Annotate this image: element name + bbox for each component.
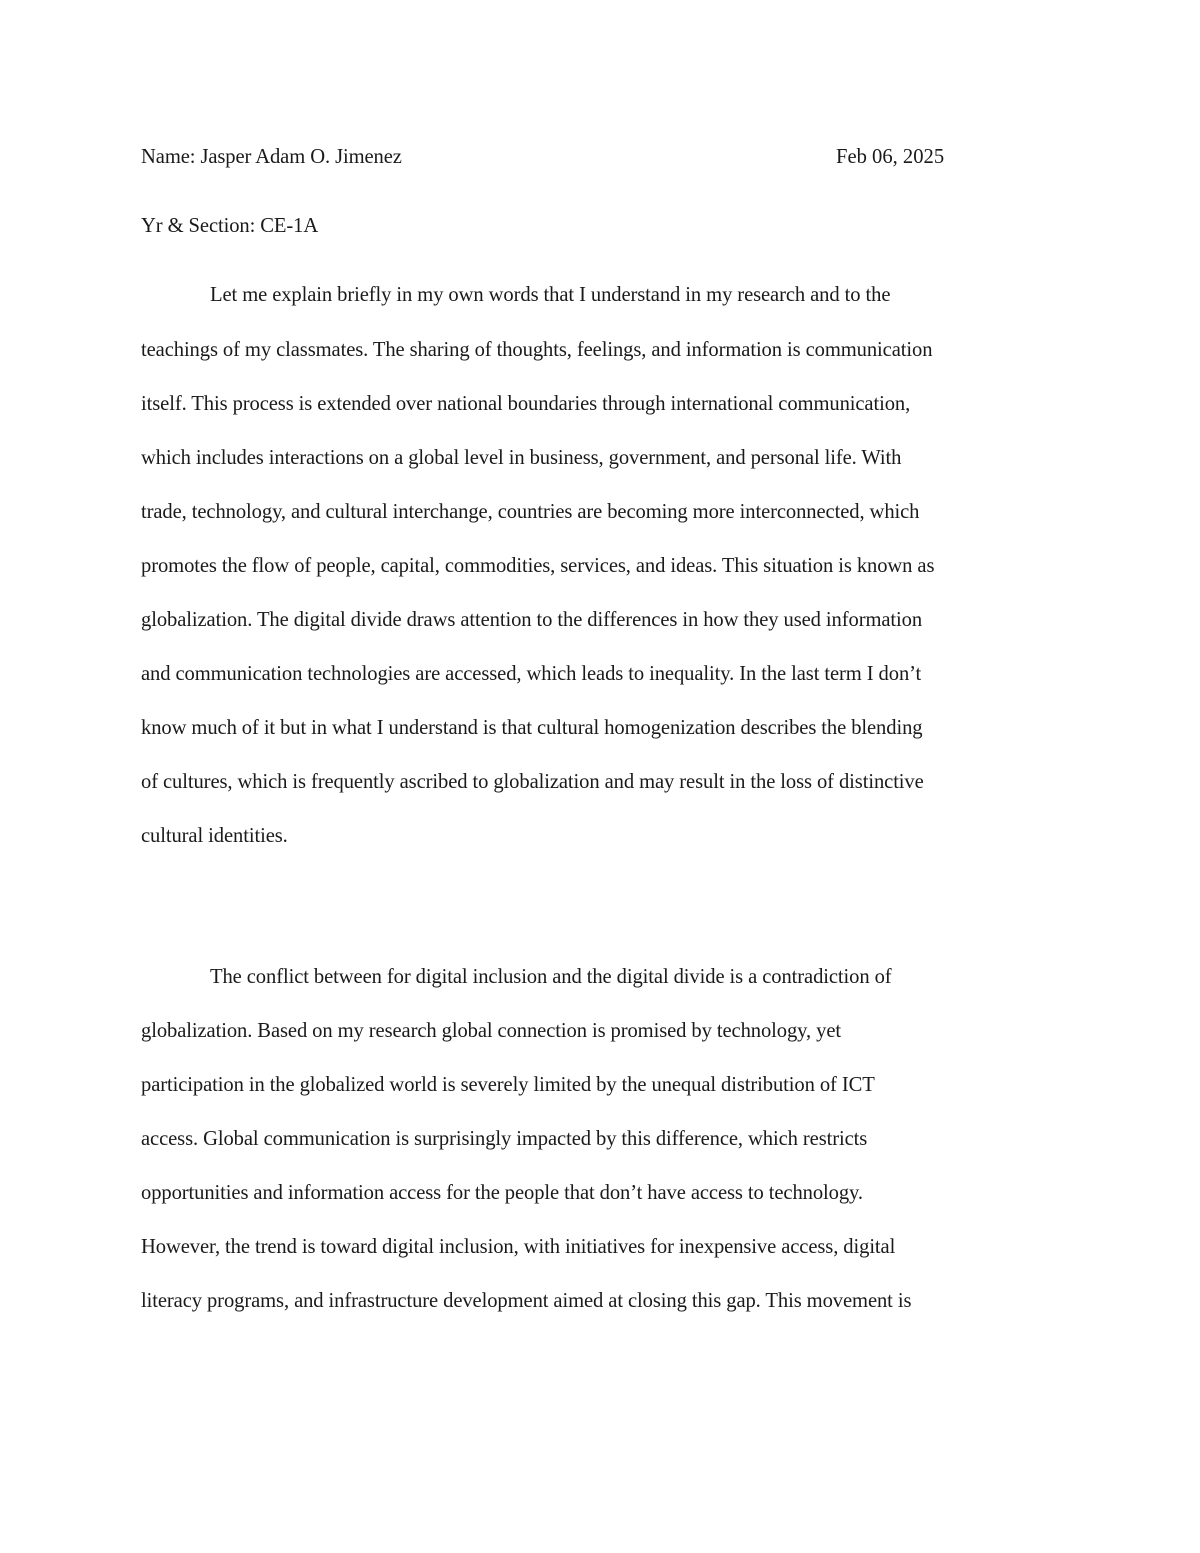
paragraph-2-line: opportunities and information access for the people that don’t have access to technology.	[141, 1182, 863, 1204]
student-name-line: Name: Jasper Adam O. Jimenez	[141, 146, 402, 168]
paragraph-2-line: literacy programs, and infrastructure development aimed at closing this gap. This movement is	[141, 1290, 912, 1312]
paragraph-1-line: and communication technologies are accessed, which leads to inequality. In the last term I don’t	[141, 663, 922, 685]
paragraph-1-line: promotes the flow of people, capital, commodities, services, and ideas. This situation is known as	[141, 555, 935, 577]
document-date: Feb 06, 2025	[836, 146, 945, 168]
paragraph-1-line: teachings of my classmates. The sharing of thoughts, feelings, and information is communication	[141, 339, 933, 361]
paragraph-2-line: participation in the globalized world is severely limited by the unequal distribution of ICT	[141, 1074, 875, 1096]
paragraph-1-line: trade, technology, and cultural interchange, countries are becoming more interconnected, which	[141, 501, 920, 523]
paragraph-2-line: globalization. Based on my research global connection is promised by technology, yet	[141, 1020, 841, 1042]
paragraph-2-line: access. Global communication is surprisingly impacted by this difference, which restricts	[141, 1128, 868, 1150]
paragraph-2-line: The conflict between for digital inclusion and the digital divide is a contradiction of	[210, 966, 892, 988]
paragraph-1-line: Let me explain briefly in my own words that I understand in my research and to the	[210, 284, 891, 306]
paragraph-2-line: However, the trend is toward digital inclusion, with initiatives for inexpensive access, digital	[141, 1236, 896, 1258]
paragraph-1-line: cultural identities.	[141, 825, 288, 847]
paragraph-1-line: of cultures, which is frequently ascribed to globalization and may result in the loss of distinctive	[141, 771, 924, 793]
paragraph-1-line: know much of it but in what I understand is that cultural homogenization describes the blending	[141, 717, 923, 739]
paragraph-1-line: which includes interactions on a global level in business, government, and personal life. With	[141, 447, 902, 469]
year-section-line: Yr & Section: CE-1A	[141, 215, 319, 237]
paragraph-1-line: globalization. The digital divide draws attention to the differences in how they used information	[141, 609, 923, 631]
paragraph-1-line: itself. This process is extended over national boundaries through international communication,	[141, 393, 911, 415]
